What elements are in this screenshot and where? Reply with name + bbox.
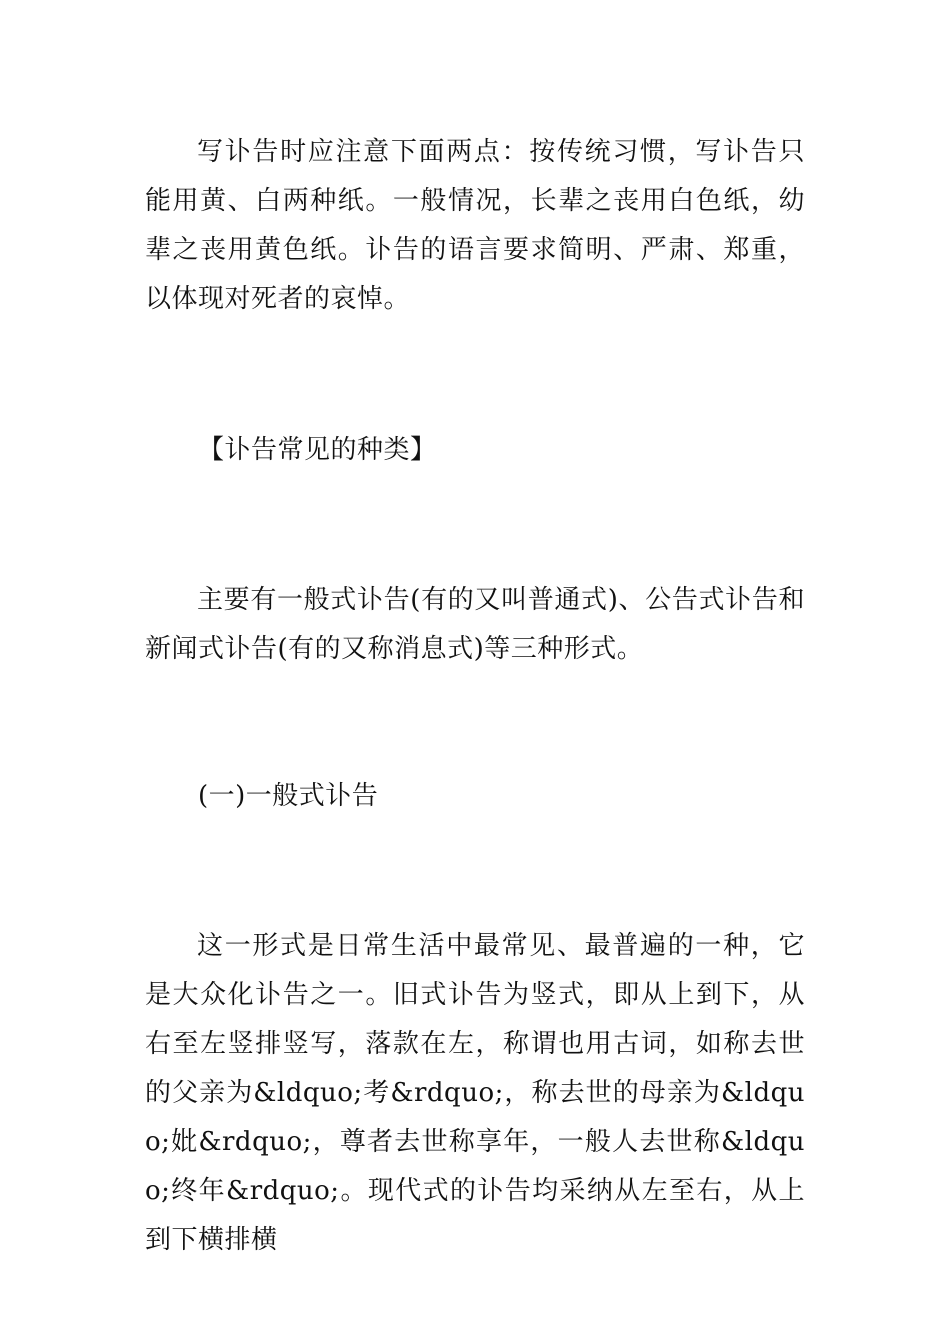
subsection-heading-general: (一)一般式讣告 <box>198 781 379 811</box>
paragraph-writing-notes: 写讣告时应注意下面两点：按传统习惯，写讣告只能用黄、白两种纸。一般情况，长辈之丧用白色纸，幼辈之丧用黄色纸。讣告的语言要求简明、严肃、郑重，以体现对死者的哀悼。 <box>145 137 805 314</box>
paragraph-general-description: 这一形式是日常生活中最常见、最普遍的一种，它是大众化讣告之一。旧式讣告为竖式，即从上到下，从右至左竖排竖写，落款在左，称谓也用古词，如称去世的父亲为&ldquo;考&rdquo;，称去世的母亲为&ldquo;妣&rdquo;，尊者去世称享年，一般人去世称&ldquo;终年&rdquo;。现代式的讣告均采纳从左至右，从上到下横排横 <box>145 931 805 1255</box>
paragraph-types-overview: 主要有一般式讣告(有的又叫普通式)、公告式讣告和新闻式讣告(有的又称消息式)等三种形式。 <box>145 585 805 664</box>
section-heading-types: 【讣告常见的种类】 <box>198 435 437 465</box>
